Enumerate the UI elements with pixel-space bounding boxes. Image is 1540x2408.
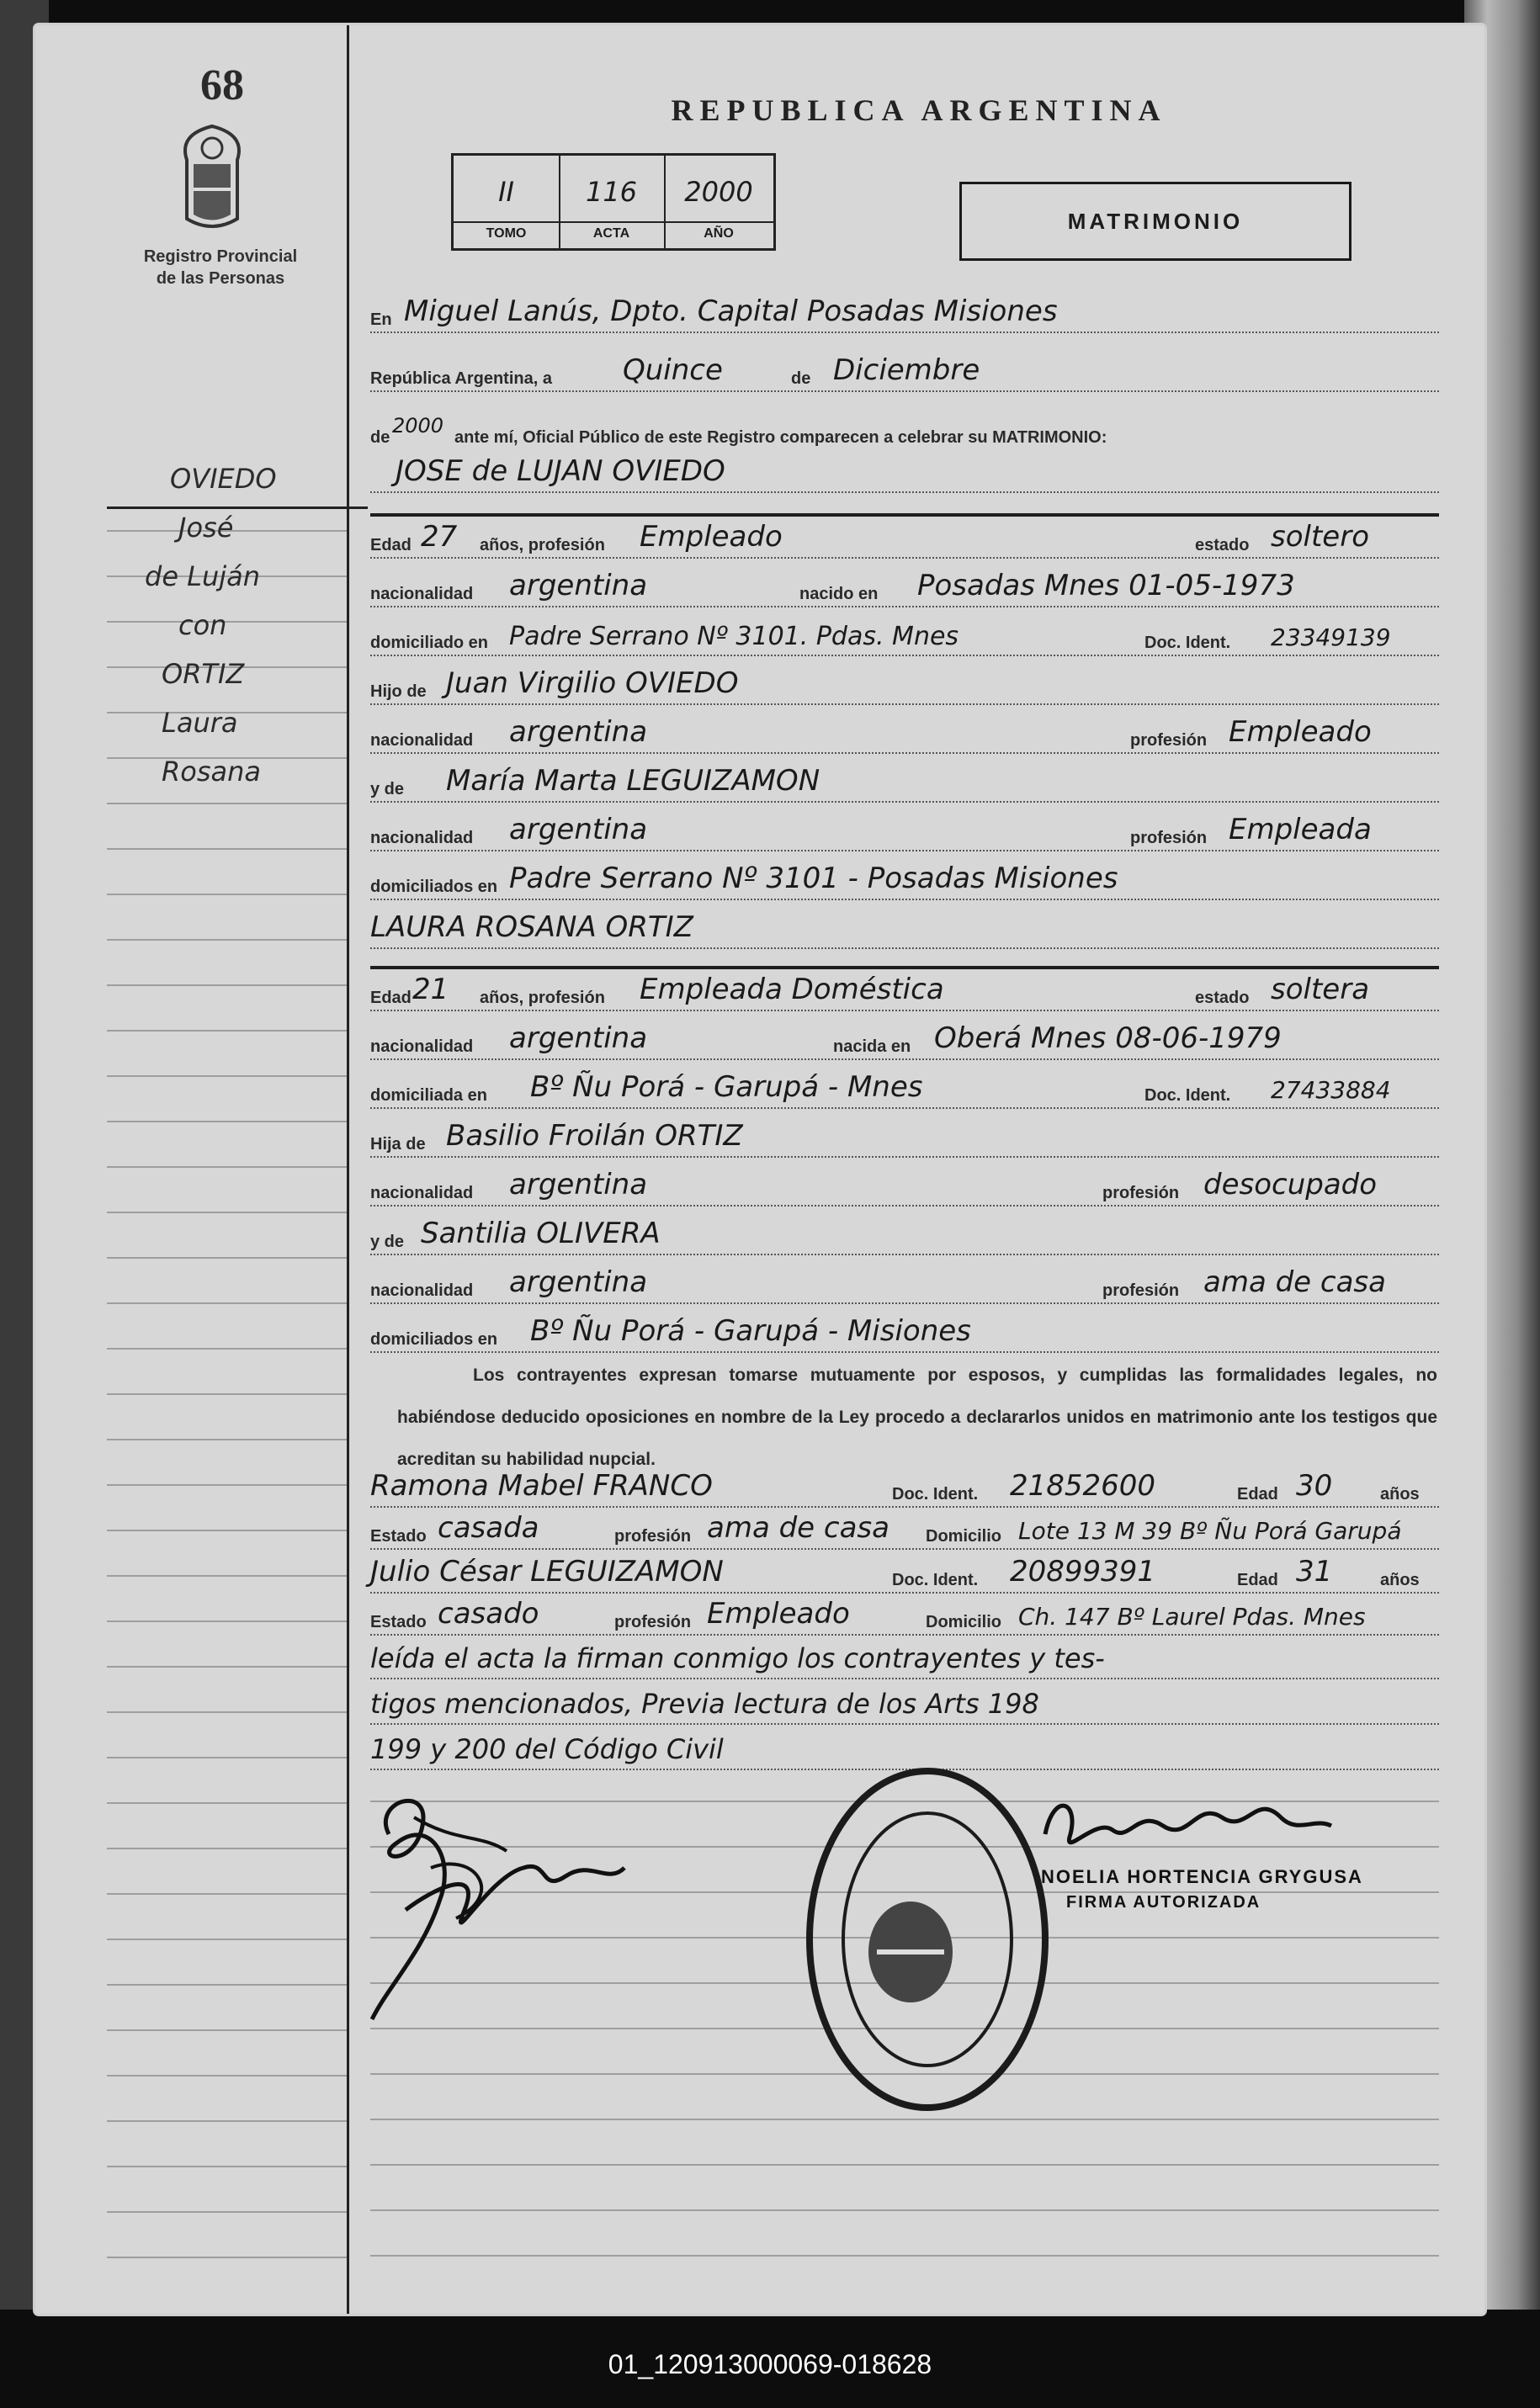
witness2-estado: casado: [438, 1597, 539, 1631]
groom-edad-line: [370, 522, 1439, 562]
margin-note-con: con: [178, 609, 227, 641]
groom-profesion: Empleado: [640, 520, 783, 554]
closing-line-2: [370, 1688, 1439, 1728]
nacionalidad-label: nacionalidad: [370, 1037, 474, 1056]
margin-note-bride-name2: Rosana: [162, 756, 261, 788]
bride-father-prof: desocupado: [1203, 1168, 1378, 1201]
intro-place-line: [370, 296, 1439, 337]
bride-profesion: Empleada Doméstica: [640, 973, 944, 1006]
matrimonio-box: MATRIMONIO: [959, 182, 1351, 261]
groom-nac-line: [370, 570, 1439, 611]
groom-parents-dom: Padre Serrano Nº 3101 - Posadas Misiones: [509, 862, 1118, 895]
estado-label: estado: [1195, 989, 1250, 1007]
bride-parents-dom-line: [370, 1316, 1439, 1356]
estado-label: Estado: [370, 1613, 427, 1631]
witness1-domicilio: Lote 13 M 39 Bº Ñu Porá Garupá: [1018, 1517, 1402, 1545]
document-header: REPUBLICA ARGENTINA: [671, 93, 1167, 127]
left-margin-column: [35, 25, 349, 2314]
signature-contrayentes: [355, 1767, 641, 2045]
bride-edad-line: [370, 974, 1439, 1015]
groom-father: Juan Virgilio OVIEDO: [446, 666, 739, 700]
estado-label: Estado: [370, 1527, 427, 1546]
profesion-label: profesión: [1102, 1281, 1180, 1300]
tomo-acta-anio-box: [451, 153, 776, 251]
domicilio-label: Domicilio: [926, 1613, 1002, 1631]
domicilio-label: Domicilio: [926, 1527, 1002, 1546]
groom-mother-line: [370, 766, 1439, 806]
witness2-details-line: [370, 1599, 1439, 1639]
witness2-name: Julio César LEGUIZAMON: [370, 1555, 724, 1589]
groom-name: JOSE de LUJAN OVIEDO: [396, 454, 725, 488]
hijo-label: Hijo de: [370, 682, 427, 701]
tomo-cell: [454, 156, 560, 248]
nacido-label: nacido en: [799, 585, 879, 603]
margin-note-surname: OVIEDO: [170, 463, 277, 495]
margin-note-given2: de Luján: [145, 560, 261, 592]
hija-label: Hija de: [370, 1135, 426, 1154]
closing-text-1: leída el acta la firman conmigo los contrayentes y tes-: [370, 1642, 1105, 1674]
register-page: [35, 25, 1484, 2314]
closing-text-3: 199 y 200 del Código Civil: [370, 1733, 724, 1765]
closing-text-2: tigos mencionados, Previa lectura de los Arts 198: [370, 1688, 1039, 1720]
registry-label-line1: Registro Provincial: [143, 247, 298, 266]
groom-mother-nac: argentina: [509, 813, 648, 846]
witness1-details-line: [370, 1513, 1439, 1553]
registry-label-line2: de las Personas: [156, 269, 285, 288]
witness1-name: Ramona Mabel FRANCO: [370, 1469, 713, 1503]
groom-father-prof: Empleado: [1229, 715, 1372, 749]
margin-note-divider: [107, 507, 368, 509]
groom-doc: 23349139: [1271, 623, 1391, 651]
bride-dom-line: [370, 1072, 1439, 1112]
groom-parents-dom-line: [370, 863, 1439, 904]
bride-father: Basilio Froilán ORTIZ: [446, 1119, 743, 1153]
edad-label: Edad: [370, 536, 412, 554]
registry-label: [136, 246, 305, 289]
margin-note-given: José: [178, 512, 234, 544]
intro-date-line: [370, 355, 1439, 395]
witness1-line: [370, 1471, 1439, 1511]
declaration-paragraph: Los contrayentes expresan tomarse mutuamente por esposos, y cumplidas las formalidades legales, no habiéndose deducido oposiciones en nombre de la Ley procedo a declararlos unidos en matrimonio ante los testigos que acreditan su habilidad nupcial.: [397, 1366, 1437, 1469]
anos-label: años: [1380, 1571, 1420, 1589]
nacida-label: nacida en: [833, 1037, 911, 1056]
bride-name-line: [370, 912, 1439, 952]
witness1-doc: 21852600: [1010, 1469, 1156, 1503]
groom-mother-prof: Empleada: [1229, 813, 1372, 846]
witness2-profesion: Empleado: [707, 1597, 850, 1631]
closing-line-1: [370, 1642, 1439, 1683]
anio-cell: [664, 156, 773, 248]
witness2-line: [370, 1557, 1439, 1597]
edad-label: Edad: [1237, 1571, 1278, 1589]
bride-nacida: Oberá Mnes 08-06-1979: [934, 1021, 1282, 1055]
official-stamp-name: NOELIA HORTENCIA GRYGUSA: [1041, 1866, 1363, 1887]
acta-label: ACTA: [559, 221, 664, 241]
body-ruled-line: [370, 2255, 1439, 2257]
nacionalidad-label: nacionalidad: [370, 1281, 474, 1300]
domiciliados-label: domiciliados en: [370, 878, 498, 896]
anio-value: 2000: [684, 176, 753, 208]
y-de-label: y de: [370, 780, 405, 798]
doc-ident-label: Doc. Ident.: [1144, 634, 1231, 652]
intro-statement-line: [370, 414, 1439, 454]
footer-image-id: 01_120913000069-018628: [608, 2349, 932, 2379]
bride-mother-prof: ama de casa: [1203, 1265, 1386, 1299]
official-signature: [1028, 1784, 1348, 1868]
profesion-label: profesión: [1130, 731, 1208, 750]
groom-estado: soltero: [1271, 520, 1369, 554]
bride-domicilio: Bº Ñu Porá - Garupá - Mnes: [530, 1070, 923, 1104]
intro-day: Quince: [623, 353, 723, 387]
bride-father-nac-line: [370, 1170, 1439, 1210]
anos-profesion-label: años, profesión: [480, 536, 605, 554]
groom-domicilio: Padre Serrano Nº 3101. Pdas. Mnes: [509, 622, 959, 651]
y-de-label: y de: [370, 1233, 405, 1251]
profesion-label: profesión: [614, 1527, 692, 1546]
official-stamp-title: FIRMA AUTORIZADA: [1066, 1893, 1261, 1912]
profesion-label: profesión: [1102, 1184, 1180, 1202]
republica-label: República Argentina, a: [370, 369, 552, 388]
nacionalidad-label: nacionalidad: [370, 829, 474, 847]
witness2-domicilio: Ch. 147 Bº Laurel Pdas. Mnes: [1018, 1603, 1366, 1631]
bride-name: LAURA ROSANA ORTIZ: [370, 910, 693, 944]
body-ruled-line: [370, 2209, 1439, 2211]
witness1-estado: casada: [438, 1511, 539, 1545]
de-label: de: [791, 369, 811, 388]
registry-round-stamp: [801, 1758, 1054, 2120]
groom-father-nac: argentina: [509, 715, 648, 749]
anos-label: años: [1380, 1485, 1420, 1504]
groom-divider: [370, 513, 1439, 517]
bride-nac-line: [370, 1023, 1439, 1063]
witness2-edad: 31: [1296, 1555, 1333, 1589]
acta-cell: [559, 156, 666, 248]
doc-ident-label: Doc. Ident.: [892, 1571, 979, 1589]
intro-year: 2000: [392, 414, 444, 438]
domiciliados-label: domiciliados en: [370, 1330, 498, 1349]
intro-statement: ante mí, Oficial Público de este Registro comparecen a celebrar su MATRIMONIO:: [454, 428, 1107, 447]
en-label: En: [370, 310, 392, 329]
bride-doc: 27433884: [1271, 1076, 1391, 1104]
bride-estado: soltera: [1271, 973, 1370, 1006]
bride-edad: 21: [412, 973, 449, 1006]
groom-dom-line: [370, 619, 1439, 660]
intro-place: Miguel Lanús, Dpto. Capital Posadas Misiones: [404, 294, 1058, 328]
acta-value: 116: [585, 176, 638, 208]
edad-label: Edad: [1237, 1485, 1278, 1504]
nacionalidad-label: nacionalidad: [370, 1184, 474, 1202]
bride-father-line: [370, 1121, 1439, 1161]
witness1-profesion: ama de casa: [707, 1511, 889, 1545]
doc-ident-label: Doc. Ident.: [892, 1485, 979, 1504]
estado-label: estado: [1195, 536, 1250, 554]
groom-nacionalidad: argentina: [509, 569, 648, 602]
bride-mother-nac-line: [370, 1267, 1439, 1307]
body-ruled-line: [370, 2164, 1439, 2166]
tomo-label: TOMO: [454, 221, 559, 241]
doc-ident-label: Doc. Ident.: [1144, 1086, 1231, 1105]
groom-edad: 27: [421, 520, 458, 554]
margin-note-bride-surname: ORTIZ: [162, 658, 245, 690]
bride-mother: Santilia OLIVERA: [421, 1217, 661, 1250]
groom-mother-nac-line: [370, 814, 1439, 855]
page-number: 68: [200, 61, 244, 109]
groom-father-line: [370, 668, 1439, 708]
anos-profesion-label: años, profesión: [480, 989, 605, 1007]
bride-nacionalidad: argentina: [509, 1021, 648, 1055]
witness1-edad: 30: [1296, 1469, 1333, 1503]
bride-mother-line: [370, 1218, 1439, 1259]
bride-divider: [370, 966, 1439, 969]
witness2-doc: 20899391: [1010, 1555, 1156, 1589]
bride-father-nac: argentina: [509, 1168, 648, 1201]
intro-month: Diciembre: [833, 353, 980, 387]
groom-nacido: Posadas Mnes 01-05-1973: [917, 569, 1295, 602]
profesion-label: profesión: [614, 1613, 692, 1631]
profesion-label: profesión: [1130, 829, 1208, 847]
groom-father-nac-line: [370, 717, 1439, 757]
domiciliado-label: domiciliado en: [370, 634, 489, 652]
bride-mother-nac: argentina: [509, 1265, 648, 1299]
nacionalidad-label: nacionalidad: [370, 585, 474, 603]
nacionalidad-label: nacionalidad: [370, 731, 474, 750]
tomo-value: II: [498, 176, 514, 208]
de2-label: de: [370, 428, 390, 447]
margin-note-bride-name: Laura: [162, 707, 238, 739]
edad-label: Edad: [370, 989, 412, 1007]
groom-name-line: [370, 456, 1439, 496]
provincial-emblem: [170, 118, 254, 236]
anio-label: AÑO: [664, 221, 773, 241]
domiciliada-label: domiciliada en: [370, 1086, 487, 1105]
groom-mother: María Marta LEGUIZAMON: [446, 764, 820, 798]
bride-parents-dom: Bº Ñu Porá - Garupá - Misiones: [530, 1314, 971, 1348]
